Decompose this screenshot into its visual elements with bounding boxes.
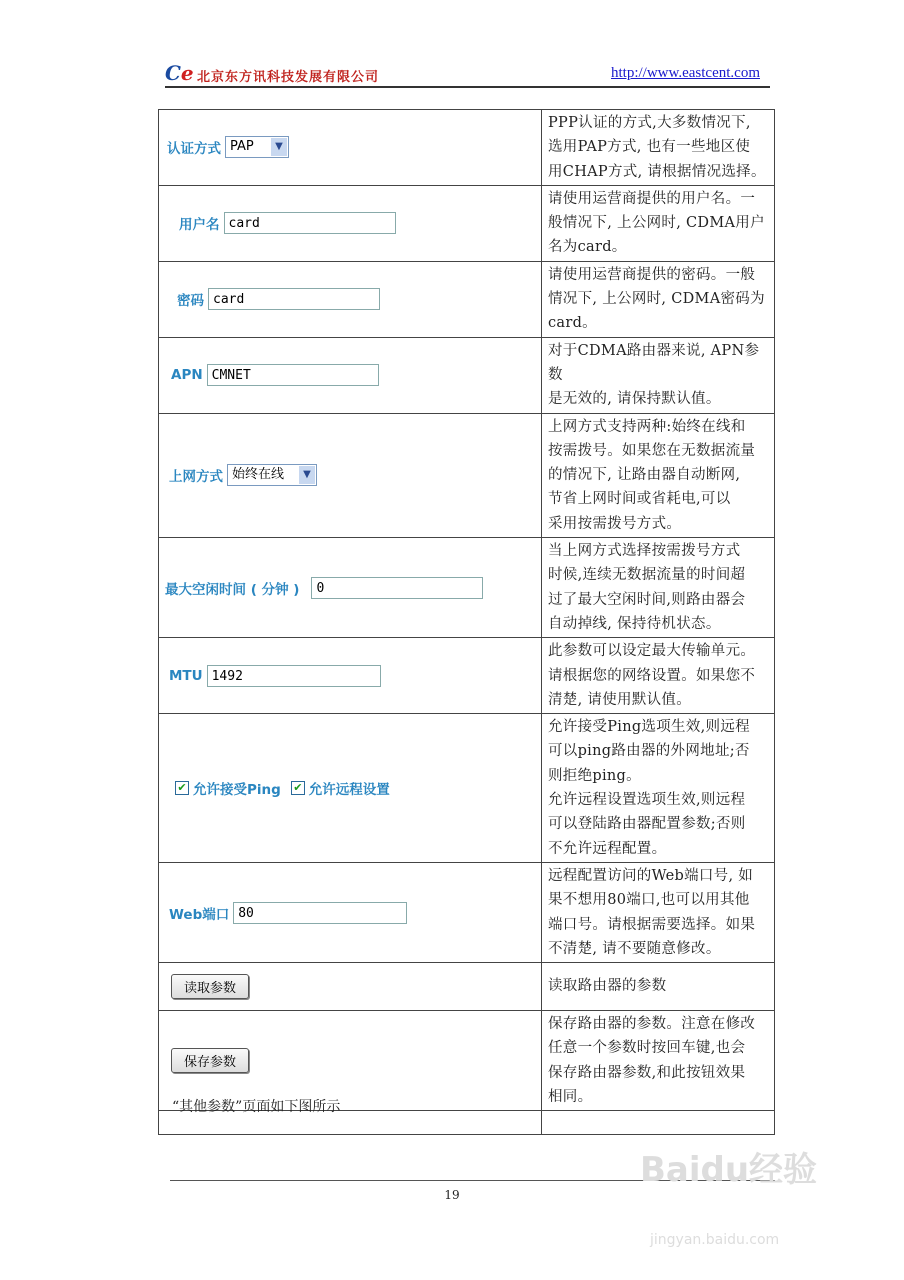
settings-table [158,109,775,1135]
desc-cell: 上网方式支持两种:始终在线和 按需拨号。如果您在无数据流量 的情况下, 让路由器自动断网, 节省上网时间或省耗电,可以 采用按需拨号方式。 [542,413,775,537]
watermark-site: jingyan.baidu.com [650,1232,780,1248]
desc-cell: PPP认证的方式,大多数情况下, 选用PAP方式, 也有一些地区使 用CHAP方式, 请根据情况选择。 [542,110,775,186]
max-idle-time-label: 最大空闲时间 ( 分钟 ) [165,581,300,598]
website-link[interactable]: http://www.eastcent.com [611,65,760,81]
page-header [165,62,770,88]
desc-cell: 当上网方式选择按需拨号方式 时候,连续无数据流量的时间超 过了最大空闲时间,则路由器会 自动掉线, 保持待机状态。 [542,538,775,638]
table-row [159,261,775,337]
password-input[interactable]: card [208,288,380,310]
mtu-input[interactable]: 1492 [207,665,381,687]
desc-cell: 请使用运营商提供的密码。一般 情况下, 上公网时, CDMA密码为 card。 [542,261,775,337]
table-row [159,337,775,413]
chevron-down-icon: ▼ [271,138,287,156]
max-idle-time-input[interactable]: 0 [311,577,483,599]
table-row [159,110,775,186]
username-label: 用户名 [179,217,220,234]
read-params-button[interactable]: 读取参数 [171,974,249,999]
connection-mode-select[interactable]: 始终在线 ▼ [227,464,317,486]
desc-cell: 此参数可以设定最大传输单元。 请根据您的网络设置。如果您不 清楚, 请使用默认值。 [542,638,775,714]
desc-cell: 读取路由器的参数 [542,963,775,1011]
watermark-logo: Baidu经验 [640,1150,818,1190]
desc-cell: 保存路由器的参数。注意在修改 任意一个参数时按回车键,也会 保存路由器参数,和此按钮效果 相同。 [542,1011,775,1111]
table-row [159,185,775,261]
web-port-input[interactable]: 80 [233,902,407,924]
table-row [159,413,775,537]
password-label: 密码 [177,293,204,310]
table-row [159,538,775,638]
allow-ping-label: 允许接受Ping [193,782,281,799]
web-port-label: Web端口 [169,906,230,923]
table-row [159,963,775,1011]
desc-cell: 对于CDMA路由器来说, APN参数 是无效的, 请保持默认值。 [542,337,775,413]
username-input[interactable]: card [224,212,396,234]
connection-mode-label: 上网方式 [169,469,223,486]
desc-cell: 请使用运营商提供的用户名。一 般情况下, 上公网时, CDMA用户 名为card。 [542,185,775,261]
apn-input[interactable]: CMNET [207,364,379,386]
auth-method-select[interactable]: PAP ▼ [225,136,289,158]
company-logo-icon: Ce [165,61,194,85]
chevron-down-icon: ▼ [299,466,315,484]
apn-label: APN [171,367,203,384]
allow-remote-config-label: 允许远程设置 [308,782,390,799]
table-row [159,714,775,863]
body-text: “其他参数”页面如下图所示 [172,1099,341,1115]
desc-cell: 远程配置访问的Web端口号, 如 果不想用80端口,也可以用其他 端口号。请根据需要选择。如果 不清楚, 请不要随意修改。 [542,862,775,962]
desc-cell: 允许接受Ping选项生效,则远程 可以ping路由器的外网地址;否 则拒绝ping。 允许远程设置选项生效,则远程 可以登陆路由器配置参数;否则 不允许远程配置。 [542,714,775,863]
allow-remote-config-checkbox[interactable]: ✔ [291,781,305,795]
table-row [159,862,775,962]
table-row [159,638,775,714]
save-params-button[interactable]: 保存参数 [171,1048,249,1073]
page-number: 19 [444,1188,460,1202]
mtu-label: MTU [169,667,203,684]
auth-method-label: 认证方式 [167,141,221,158]
allow-ping-checkbox[interactable]: ✔ [175,781,189,795]
company-name: 北京东方讯科技发展有限公司 [197,70,380,85]
